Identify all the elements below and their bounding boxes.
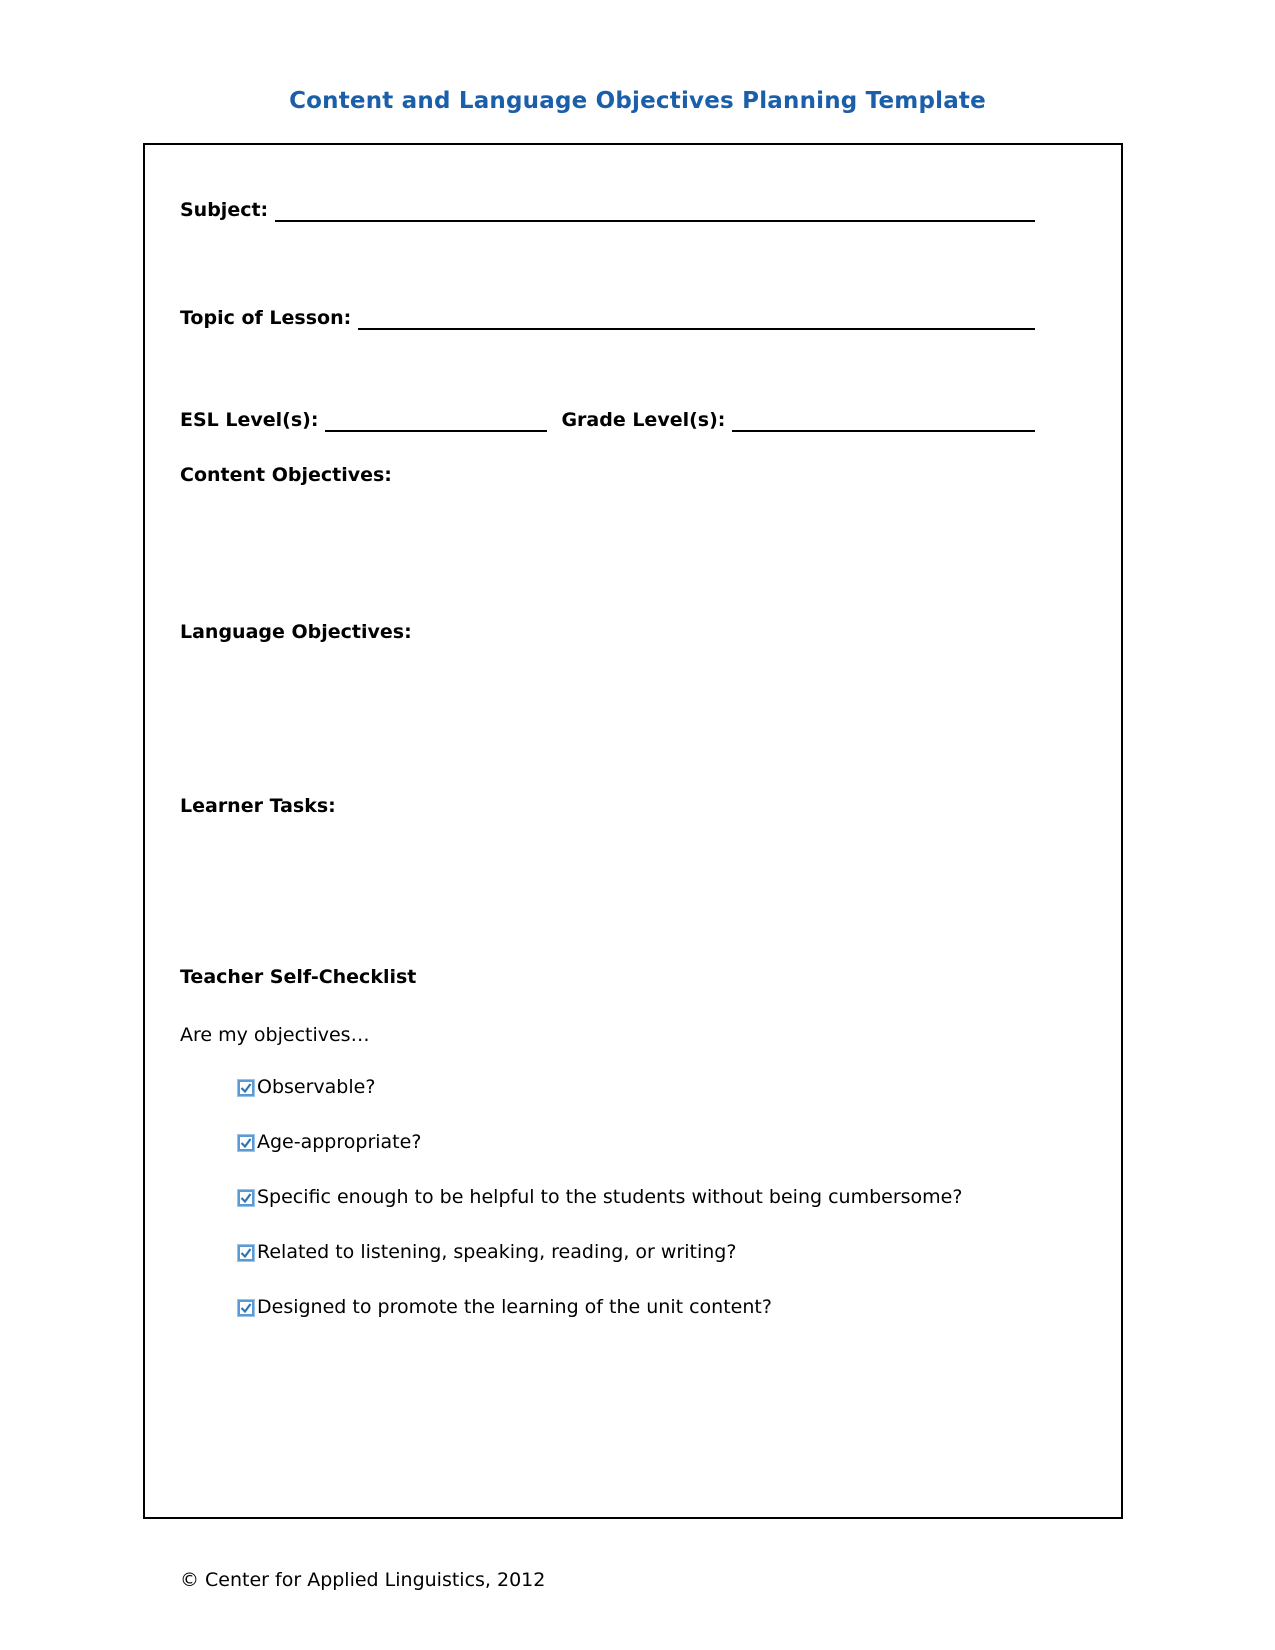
checklist-item-label: Observable? <box>257 1076 376 1098</box>
checklist-intro: Are my objectives… <box>180 1024 370 1046</box>
subject-label: Subject: <box>180 199 269 221</box>
topic-label: Topic of Lesson: <box>180 307 352 329</box>
checklist-item <box>237 1295 1081 1319</box>
page-title: Content and Language Objectives Planning Template <box>289 88 986 114</box>
teacher-self-checklist-heading: Teacher Self-Checklist <box>180 966 417 988</box>
content-objectives-heading: Content Objectives: <box>180 464 392 486</box>
checklist-item <box>237 1075 1081 1099</box>
form-border-box <box>143 143 1123 1519</box>
checked-checkbox-icon <box>237 1189 255 1207</box>
checklist-item-label: Designed to promote the learning of the unit content? <box>257 1296 772 1318</box>
checked-checkbox-icon <box>237 1244 255 1262</box>
grade-level-field-line <box>732 408 1035 432</box>
esl-level-field-line <box>325 408 547 432</box>
subject-row <box>180 198 1035 222</box>
topic-row <box>180 306 1035 330</box>
checklist-item <box>237 1240 1081 1264</box>
checklist-item-label: Specific enough to be helpful to the students without being cumbersome? <box>257 1186 963 1208</box>
checklist-item-label: Related to listening, speaking, reading, or writing? <box>257 1241 737 1263</box>
esl-level-label: ESL Level(s): <box>180 409 319 431</box>
topic-field-line <box>358 306 1035 330</box>
checklist-item-label: Age-appropriate? <box>257 1131 422 1153</box>
checked-checkbox-icon <box>237 1299 255 1317</box>
checked-checkbox-icon <box>237 1079 255 1097</box>
levels-row <box>180 408 1035 432</box>
checklist-item <box>237 1130 1081 1154</box>
checked-checkbox-icon <box>237 1134 255 1152</box>
language-objectives-heading: Language Objectives: <box>180 621 412 643</box>
grade-level-label: Grade Level(s): <box>561 409 726 431</box>
checklist-item <box>237 1185 1081 1209</box>
subject-field-line <box>275 198 1035 222</box>
copyright-footer: © Center for Applied Linguistics, 2012 <box>180 1569 546 1591</box>
learner-tasks-heading: Learner Tasks: <box>180 795 336 817</box>
